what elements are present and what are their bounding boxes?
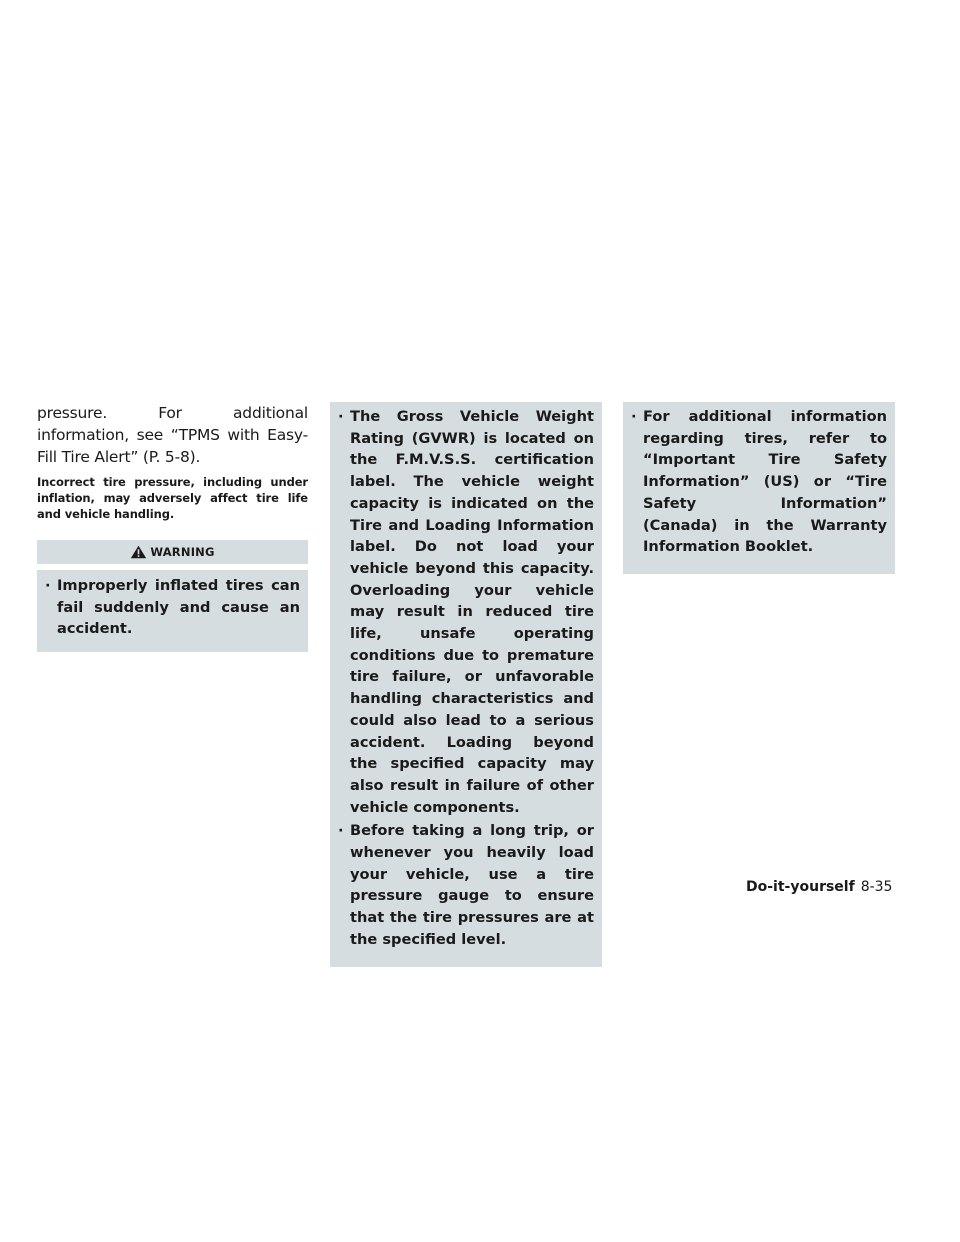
left-column <box>37 402 308 652</box>
long-trip-item <box>338 820 594 950</box>
page-footer <box>746 878 892 896</box>
tire-pressure-note: Incorrect tire pressure, including under inflation, may adversely affect tire life and vehicle handling. <box>37 475 308 521</box>
bullet: · <box>45 577 51 594</box>
middle-warning-box <box>330 402 602 967</box>
tire-info-item <box>631 406 887 558</box>
warning-label: WARNING <box>150 545 215 559</box>
page-number: 8-35 <box>860 879 893 895</box>
long-trip-item-text: Before taking a long trip, or whenever you heavily load your vehicle, use a tire pressure gauge to ensure that the tire pressures are at the specified level. <box>350 822 594 948</box>
bullet: · <box>631 408 637 425</box>
warning-triangle-icon <box>130 545 147 559</box>
bullet: · <box>338 822 344 840</box>
tire-info-item-text: For additional information regarding tires, refer to “Important Tire Safety Information” (US) or “Tire Safety Information” (Canada) in the Warranty Information Booklet. <box>643 408 887 556</box>
right-warning-box <box>623 402 895 574</box>
warning-box <box>37 570 308 652</box>
footer-section-title: Do-it-yourself <box>746 879 855 895</box>
gvwr-item-text: The Gross Vehicle Weight Rating (GVWR) is located on the F.M.V.S.S. certification label. The vehicle weight capacity is indicated on the Tire and Loading Information label. Do not load your vehicle beyond this capacity. Overloading your vehicle may result in reduced tire life, unsafe operating conditions due to premature tire failure, or unfavorable handling characteristics and could also lead to a serious accident. Loading beyond the specified capacity may also result in failure of other vehicle components. <box>350 408 594 816</box>
warning-item-text: Improperly inflated tires can fail suddenly and cause an accident. <box>57 577 300 638</box>
gvwr-item <box>338 406 594 818</box>
intro-paragraph: pressure. For additional information, see “TPMS with Easy-Fill Tire Alert” (P. 5-8). <box>37 404 308 466</box>
warning-header <box>37 540 308 564</box>
warning-item <box>45 575 300 640</box>
bullet: · <box>338 408 344 425</box>
